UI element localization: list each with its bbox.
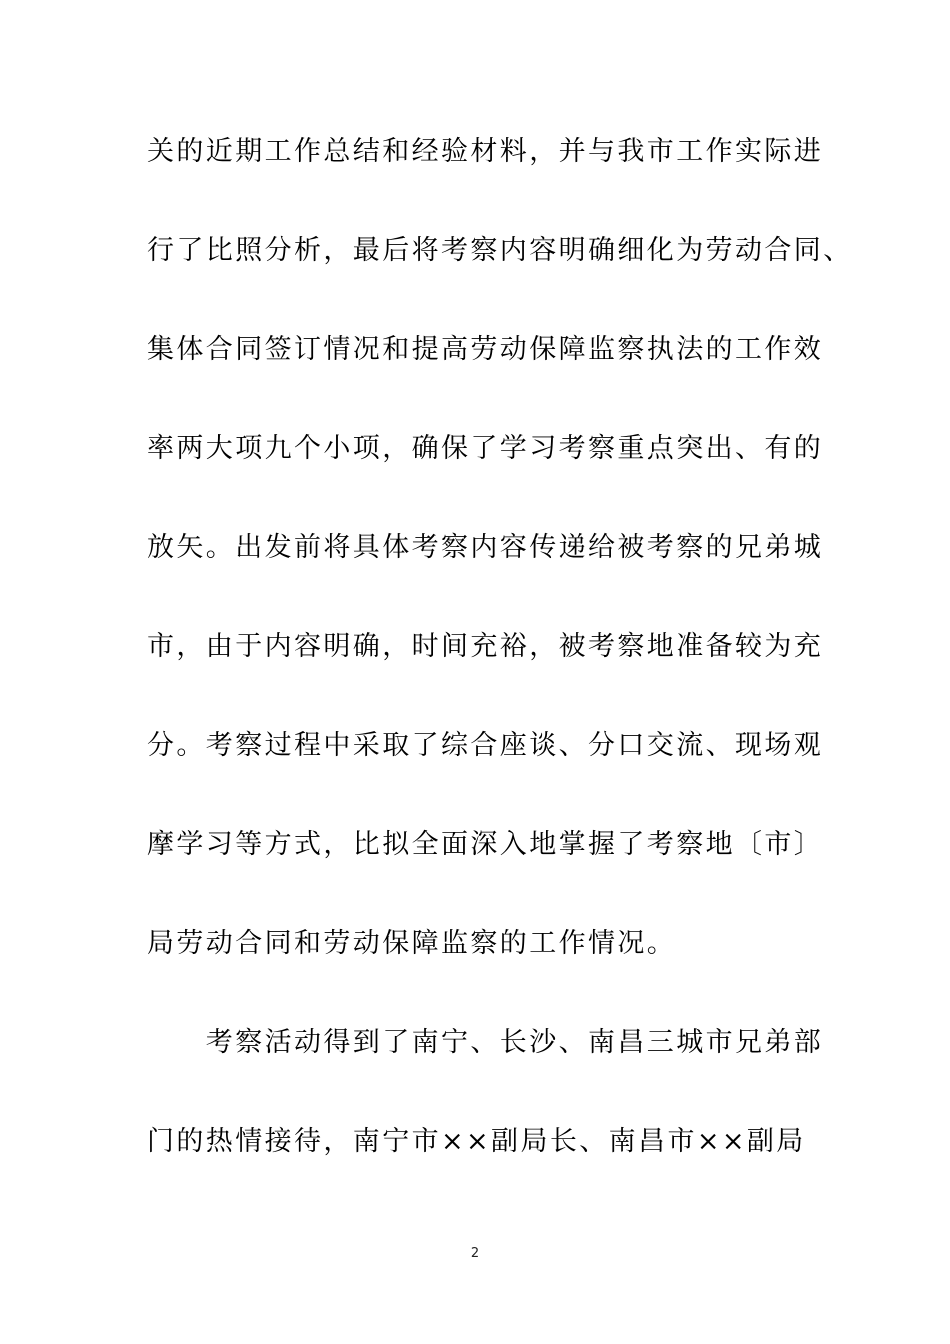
text-line: 率两大项九个小项，确保了学习考察重点突出、有的 <box>147 433 824 464</box>
text-line: 局劳动合同和劳动保障监察的工作情况。 <box>147 928 677 959</box>
page-number: 2 <box>470 1246 480 1261</box>
paragraph-start-line: 考察活动得到了南宁、长沙、南昌三城市兄弟部 <box>147 1027 824 1058</box>
text-line: 集体合同签订情况和提高劳动保障监察执法的工作效 <box>147 334 824 365</box>
text-line: 门的热情接待，南宁市××副局长、南昌市××副局 <box>147 1126 806 1157</box>
text-line: 分。考察过程中采取了综合座谈、分口交流、现场观 <box>147 730 824 761</box>
text-line: 市，由于内容明确，时间充裕，被考察地准备较为充 <box>147 631 824 662</box>
text-line: 关的近期工作总结和经验材料，并与我市工作实际进 <box>147 136 824 167</box>
text-line: 摩学习等方式，比拟全面深入地掌握了考察地〔市〕 <box>147 829 824 860</box>
text-line: 行了比照分析，最后将考察内容明确细化为劳动合同、 <box>147 235 853 266</box>
text-line: 放矢。出发前将具体考察内容传递给被考察的兄弟城 <box>147 532 824 563</box>
